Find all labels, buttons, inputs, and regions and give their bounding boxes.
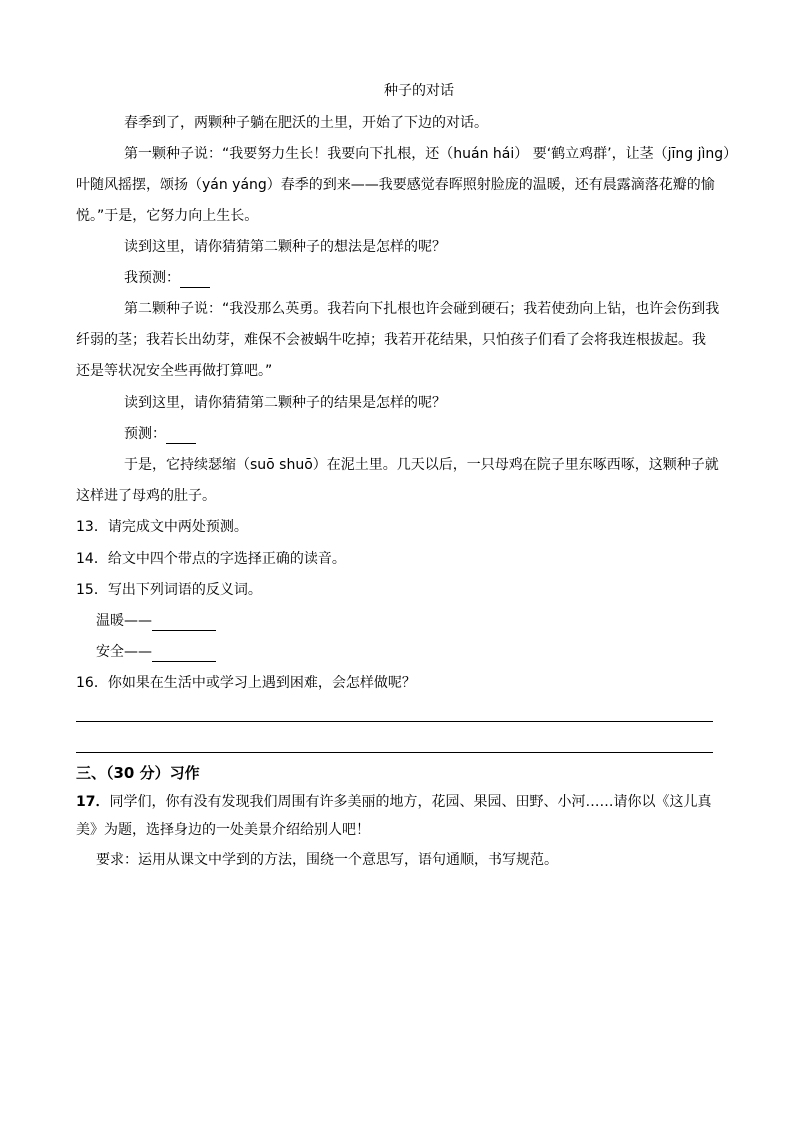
passage-paragraph-1: 春季到了，两颗种子躺在肥沃的土里，开始了下边的对话。 <box>124 115 488 131</box>
antonym-label-1: 温暖—— <box>96 613 152 629</box>
passage-paragraph-2-line-3: 悦。”于是，它努力向上生长。 <box>76 208 259 224</box>
question-17-line-1 <box>76 792 711 812</box>
question-17-number: 17． <box>76 794 110 810</box>
passage-paragraph-2-line-2: 叶随风摇摆，颂扬（yán yáng）春季的到来——我要感觉春晖照射脸庞的温暖，还有晨露滴落花瓣的愉 <box>76 177 715 193</box>
prediction-answer-1 <box>124 268 210 288</box>
answer-line-1[interactable] <box>76 721 713 722</box>
prediction-blank-2[interactable] <box>166 427 196 444</box>
writing-requirement: 要求：运用从课文中学到的方法，围绕一个意思写，语句通顺，书写规范。 <box>96 852 558 868</box>
prediction-prompt-2: 读到这里，请你猜猜第二颗种子的结果是怎样的呢？ <box>124 395 446 411</box>
antonym-item-1 <box>96 611 216 631</box>
question-16: 16．你如果在生活中或学习上遇到困难，会怎样做呢？ <box>76 675 416 691</box>
section-3-heading: 三、（30 分）习作 <box>76 764 200 782</box>
question-15: 15．写出下列词语的反义词。 <box>76 582 262 598</box>
answer-line-2[interactable] <box>76 752 713 753</box>
passage-paragraph-5-line-2: 纤弱的茎；我若长出幼芽，难保不会被蜗牛吃掉；我若开花结果，只怕孩子们看了会将我连根拔起。我 <box>76 332 706 348</box>
antonym-blank-2[interactable] <box>152 645 216 662</box>
passage-paragraph-5-line-3: 还是等状况安全些再做打算吧。” <box>76 363 273 379</box>
antonym-label-2: 安全—— <box>96 644 152 660</box>
passage-title: 种子的对话 <box>384 83 454 99</box>
antonym-blank-1[interactable] <box>152 614 216 631</box>
passage-paragraph-8-line-2: 这样进了母鸡的肚子。 <box>76 488 216 504</box>
passage-paragraph-8-line-1: 于是，它持续瑟缩（suō shuō）在泥土里。几天以后，一只母鸡在院子里东啄西啄，这颗种子就 <box>124 457 719 473</box>
question-14: 14．给文中四个带点的字选择正确的读音。 <box>76 551 346 567</box>
passage-paragraph-5-line-1: 第二颗种子说：“我没那么英勇。我若向下扎根也许会碰到硬石；我若使劲向上钻，也许会伤到我 <box>124 301 720 317</box>
prediction-blank-1[interactable] <box>180 271 210 288</box>
passage-paragraph-2-line-1: 第一颗种子说：“我要努力生长！我要向下扎根，还（huán hái） 要‘鹤立鸡群’，让茎（jīng jìng） <box>124 146 738 162</box>
prediction-label-2: 预测： <box>124 426 166 442</box>
prediction-prompt-1: 读到这里，请你猜猜第二颗种子的想法是怎样的呢？ <box>124 239 446 255</box>
question-13: 13．请完成文中两处预测。 <box>76 519 248 535</box>
question-17-line-2: 美》为题，选择身边的一处美景介绍给别人吧！ <box>76 822 370 838</box>
prediction-answer-2 <box>124 424 196 444</box>
antonym-item-2 <box>96 642 216 662</box>
prediction-label-1: 我预测： <box>124 270 180 286</box>
question-17-text-1: 同学们，你有没有发现我们周围有许多美丽的地方，花园、果园、田野、小河……请你以《这儿真 <box>109 794 712 810</box>
